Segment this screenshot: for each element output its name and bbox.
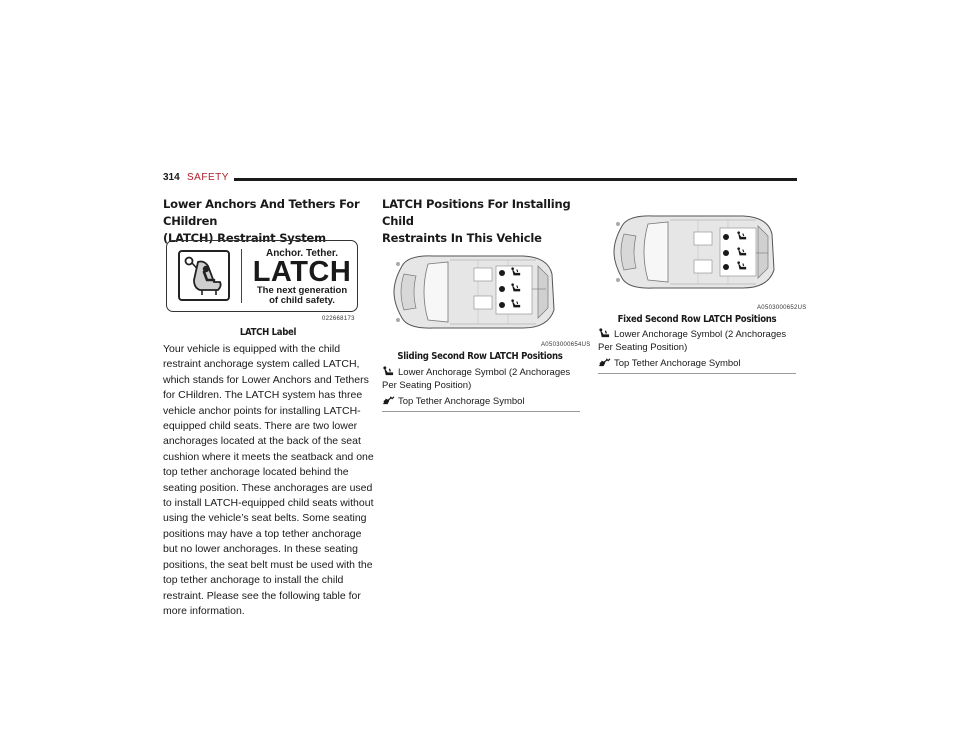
legend-text-tether: Top Tether Anchorage Symbol [614, 358, 741, 369]
legend-rule [382, 411, 580, 412]
middle-heading-line2: Restraints In This Vehicle [382, 231, 542, 245]
sliding-row-caption: Sliding Second Row LATCH Positions [397, 351, 563, 362]
child-seat-icon [178, 250, 230, 301]
sliding-legend [382, 365, 580, 412]
latch-label-caption: LATCH Label [239, 327, 297, 338]
sliding-row-diagram [382, 246, 578, 346]
legend-rule [598, 373, 796, 374]
fixed-row-diagram [598, 208, 796, 308]
legend-text-lower: Lower Anchorage Symbol (2 Anchorages Per Seating Position) [598, 329, 787, 353]
label-subtitle-line2: of child safety. [269, 294, 335, 306]
label-subtitle-line1: The next generation [256, 285, 348, 296]
middle-heading-line1: LATCH Positions For Installing Child [382, 197, 571, 228]
legend-row-tether [382, 394, 580, 411]
latch-label-image-code: 022668173 [322, 316, 355, 322]
latch-label-image [166, 240, 358, 312]
legend-row-lower [382, 365, 580, 394]
section-name: SAFETY [187, 172, 229, 183]
fixed-image-code: A0503000652US [757, 305, 807, 311]
middle-heading [382, 196, 592, 247]
page-number: 314 [163, 172, 180, 183]
label-divider [241, 249, 242, 303]
lower-anchorage-icon [598, 328, 611, 339]
left-heading-line1: Lower Anchors And Tethers For CHildren [163, 197, 360, 228]
label-tagline: Anchor. Tether. [265, 248, 339, 259]
label-latch-word: LATCH [252, 256, 352, 288]
header-rule [234, 178, 797, 181]
top-tether-icon [598, 357, 611, 368]
legend-text-lower: Lower Anchorage Symbol (2 Anchorages Per Seating Position) [382, 367, 571, 391]
legend-row-lower [598, 327, 796, 356]
fixed-legend [598, 327, 796, 374]
latch-body-paragraph: Your vehicle is equipped with the child restraint anchorage system called LATCH, which stands for Lower Anchors and Tethers for CHildren. The LATCH system has three vehicle anchor points for installing LATCH-equipped child seats. There are two lower anchorages located at the back of the seat cushion where it meets the seatback and one top tether anchorage located behind the seating position. These anchorages are used to install LATCH-equipped child seats without using the vehicle’s seat belts. Some seating positions may have a top tether anchorage but no lower anchorages. In these seating positions, the seat belt must be used with the top tether anchorage to install the child restraint. Please see the following table for more information. [163, 343, 374, 617]
lower-anchorage-icon [382, 366, 395, 377]
left-heading-line2: (LATCH) Restraint System [163, 231, 326, 245]
legend-text-tether: Top Tether Anchorage Symbol [398, 396, 525, 407]
sliding-image-code: A0503000654US [541, 342, 591, 348]
top-tether-icon [382, 395, 395, 406]
label-subtitle [249, 286, 355, 305]
legend-row-tether [598, 356, 796, 373]
fixed-row-caption: Fixed Second Row LATCH Positions [617, 314, 777, 325]
